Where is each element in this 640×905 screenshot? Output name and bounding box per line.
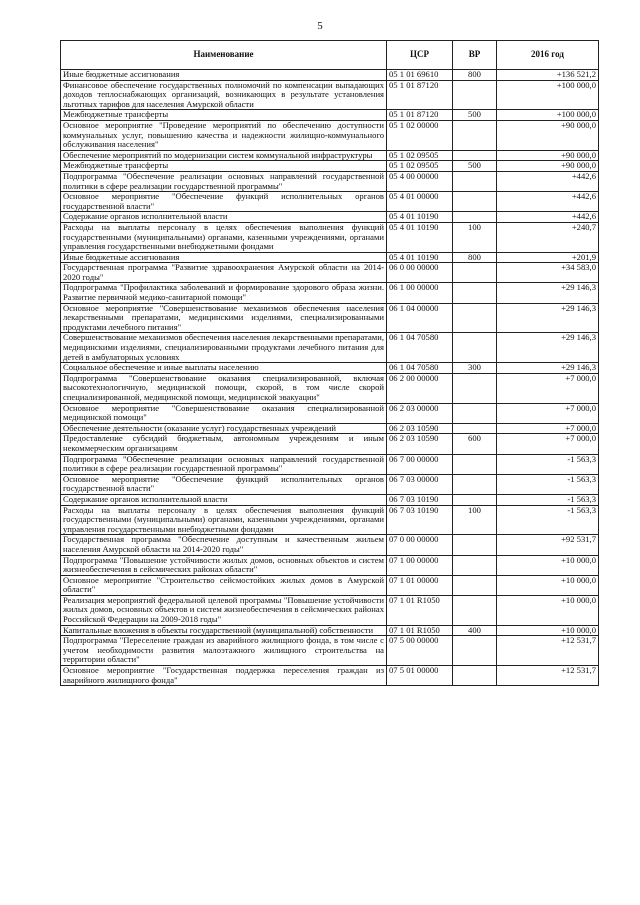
cell-csr: 05 1 02 09505 xyxy=(387,161,453,172)
cell-vr xyxy=(453,636,497,666)
cell-vr xyxy=(453,192,497,212)
cell-amount: +29 146,3 xyxy=(497,333,599,363)
cell-name: Государственная программа "Обеспечение доступным и качественным жильем населения Амурской области на 2014-2020 годы" xyxy=(61,535,387,555)
table-row xyxy=(61,505,599,535)
cell-name: Расходы на выплаты персоналу в целях обеспечения выполнения функций государственными (муниципальными) органами, казенными учреждениями, органами управления государственными внебюджетными фондами xyxy=(61,505,387,535)
cell-name: Предоставление субсидий бюджетным, автономным учреждениям и иным некоммерческим организациям xyxy=(61,434,387,454)
cell-amount: +7 000,0 xyxy=(497,373,599,403)
budget-table xyxy=(60,40,599,686)
cell-vr xyxy=(453,423,497,434)
cell-amount: +10 000,0 xyxy=(497,595,599,625)
cell-amount: +29 146,3 xyxy=(497,363,599,374)
table-row xyxy=(61,595,599,625)
table-row xyxy=(61,373,599,403)
table-row xyxy=(61,120,599,150)
cell-name: Подпрограмма "Обеспечение реализации основных направлений государственной политики в сфере реализации государственной программы" xyxy=(61,171,387,191)
cell-name: Основное мероприятие "Обеспечение функций исполнительных органов государственной власти" xyxy=(61,474,387,494)
table-header xyxy=(61,41,599,70)
table-row xyxy=(61,192,599,212)
cell-vr xyxy=(453,535,497,555)
cell-csr: 07 5 00 00000 xyxy=(387,636,453,666)
cell-name: Подпрограмма "Обеспечение реализации основных направлений государственной политики в сфере реализации государственной программы" xyxy=(61,454,387,474)
cell-amount: +100 000,0 xyxy=(497,110,599,121)
cell-csr: 06 0 00 00000 xyxy=(387,263,453,283)
table-row xyxy=(61,252,599,263)
table-row xyxy=(61,666,599,686)
cell-name: Основное мероприятие "Совершенствование оказания специализированной медицинской помощи" xyxy=(61,403,387,423)
header-vr: ВР xyxy=(453,41,497,70)
cell-name: Основное мероприятие "Проведение мероприятий по обеспечению доступности коммунальных услуг, повышению качества и надежности жилищно-коммунального обслуживания населения" xyxy=(61,120,387,150)
table-row xyxy=(61,403,599,423)
table-row xyxy=(61,474,599,494)
cell-csr: 07 1 01 R1050 xyxy=(387,595,453,625)
cell-vr xyxy=(453,263,497,283)
cell-vr: 100 xyxy=(453,222,497,252)
table-row xyxy=(61,263,599,283)
header-name: Наименование xyxy=(61,41,387,70)
cell-vr: 800 xyxy=(453,70,497,81)
cell-vr: 600 xyxy=(453,434,497,454)
cell-vr xyxy=(453,373,497,403)
cell-name: Социальное обеспечение и иные выплаты населению xyxy=(61,363,387,374)
cell-amount: -1 563,3 xyxy=(497,474,599,494)
cell-name: Содержание органов исполнительной власти xyxy=(61,212,387,223)
cell-amount: +92 531,7 xyxy=(497,535,599,555)
cell-vr xyxy=(453,212,497,223)
cell-name: Подпрограмма "Повышение устойчивости жилых домов, основных объектов и систем жизнеобеспечения в сейсмических районах области" xyxy=(61,555,387,575)
cell-name: Обеспечение мероприятий по модернизации систем коммунальной инфраструктуры xyxy=(61,150,387,161)
cell-csr: 07 5 01 00000 xyxy=(387,666,453,686)
header-row xyxy=(61,41,599,70)
table-row xyxy=(61,222,599,252)
table-row xyxy=(61,625,599,636)
cell-vr xyxy=(453,150,497,161)
cell-vr xyxy=(453,80,497,110)
table-row xyxy=(61,171,599,191)
cell-name: Иные бюджетные ассигнования xyxy=(61,70,387,81)
cell-vr xyxy=(453,595,497,625)
cell-amount: +10 000,0 xyxy=(497,555,599,575)
cell-vr xyxy=(453,403,497,423)
cell-amount: -1 563,3 xyxy=(497,505,599,535)
cell-name: Расходы на выплаты персоналу в целях обеспечения выполнения функций государственными (муниципальными) органами, казенными учреждениями, органами управления государственными внебюджетными фондами xyxy=(61,222,387,252)
cell-amount: +7 000,0 xyxy=(497,434,599,454)
cell-csr: 05 1 02 00000 xyxy=(387,120,453,150)
cell-name: Иные бюджетные ассигнования xyxy=(61,252,387,263)
cell-amount: -1 563,3 xyxy=(497,454,599,474)
cell-vr xyxy=(453,120,497,150)
cell-amount: +10 000,0 xyxy=(497,625,599,636)
table-row xyxy=(61,161,599,172)
table-row xyxy=(61,110,599,121)
table-row xyxy=(61,423,599,434)
table-row xyxy=(61,80,599,110)
table-row xyxy=(61,494,599,505)
table-row xyxy=(61,434,599,454)
cell-csr: 07 1 01 00000 xyxy=(387,575,453,595)
cell-name: Совершенствование механизмов обеспечения населения лекарственными препаратами, медицинскими изделиями, специализированными продуктами лечебного питания для детей в амбулаторных условиях xyxy=(61,333,387,363)
cell-vr xyxy=(453,494,497,505)
cell-amount: +29 146,3 xyxy=(497,283,599,303)
table-row xyxy=(61,283,599,303)
cell-csr: 06 7 03 10190 xyxy=(387,505,453,535)
cell-vr xyxy=(453,283,497,303)
cell-vr xyxy=(453,454,497,474)
cell-amount: +34 583,0 xyxy=(497,263,599,283)
table-row xyxy=(61,212,599,223)
cell-amount: +90 000,0 xyxy=(497,120,599,150)
cell-csr: 06 1 04 00000 xyxy=(387,303,453,333)
cell-vr: 500 xyxy=(453,161,497,172)
cell-amount: +12 531,7 xyxy=(497,666,599,686)
cell-name: Основное мероприятие "Обеспечение функций исполнительных органов государственной власти" xyxy=(61,192,387,212)
cell-amount: +7 000,0 xyxy=(497,423,599,434)
cell-vr xyxy=(453,666,497,686)
cell-csr: 06 2 03 00000 xyxy=(387,403,453,423)
cell-amount: +7 000,0 xyxy=(497,403,599,423)
cell-name: Финансовое обеспечение государственных полномочий по компенсации выпадающих доходов теплоснабжающих организаций, возникающих в результате установления льготных тарифов для населения Амурской области xyxy=(61,80,387,110)
table-row xyxy=(61,555,599,575)
cell-csr: 07 1 00 00000 xyxy=(387,555,453,575)
cell-amount: +442,6 xyxy=(497,171,599,191)
cell-amount: +12 531,7 xyxy=(497,636,599,666)
header-year: 2016 год xyxy=(497,41,599,70)
cell-amount: -1 563,3 xyxy=(497,494,599,505)
cell-csr: 05 1 02 09505 xyxy=(387,150,453,161)
cell-vr: 500 xyxy=(453,110,497,121)
cell-name: Государственная программа "Развитие здравоохранения Амурской области на 2014-2020 годы" xyxy=(61,263,387,283)
cell-vr xyxy=(453,555,497,575)
cell-name: Основное мероприятие "Строительство сейсмостойких жилых домов в Амурской области" xyxy=(61,575,387,595)
table-row xyxy=(61,333,599,363)
cell-name: Межбюджетные трансферты xyxy=(61,110,387,121)
cell-name: Реализация мероприятий федеральной целевой программы "Повышение устойчивости жилых домов, основных объектов и систем жизнеобеспечения в сейсмических районах Российской Федерации на 2009-2018 годы" xyxy=(61,595,387,625)
table-row xyxy=(61,636,599,666)
cell-csr: 07 0 00 00000 xyxy=(387,535,453,555)
cell-amount: +201,9 xyxy=(497,252,599,263)
table-row xyxy=(61,303,599,333)
cell-name: Основное мероприятие "Совершенствование механизмов обеспечения населения лекарственными препаратами, медицинскими изделиями, специализированными продуктами лечебного питания" xyxy=(61,303,387,333)
cell-csr: 05 1 01 69610 xyxy=(387,70,453,81)
cell-vr xyxy=(453,575,497,595)
cell-amount: +442,6 xyxy=(497,212,599,223)
table-row xyxy=(61,70,599,81)
cell-name: Обеспечение деятельности (оказание услуг) государственных учреждений xyxy=(61,423,387,434)
table-row xyxy=(61,454,599,474)
cell-vr: 300 xyxy=(453,363,497,374)
cell-amount: +90 000,0 xyxy=(497,150,599,161)
cell-amount: +100 000,0 xyxy=(497,80,599,110)
cell-amount: +90 000,0 xyxy=(497,161,599,172)
table-row xyxy=(61,150,599,161)
cell-amount: +136 521,2 xyxy=(497,70,599,81)
cell-csr: 06 7 03 10190 xyxy=(387,494,453,505)
cell-csr: 06 7 00 00000 xyxy=(387,454,453,474)
cell-name: Основное мероприятие "Государственная поддержка переселения граждан из аварийного жилищного фонда" xyxy=(61,666,387,686)
cell-csr: 06 2 03 10590 xyxy=(387,423,453,434)
cell-csr: 07 1 01 R1050 xyxy=(387,625,453,636)
cell-name: Межбюджетные трансферты xyxy=(61,161,387,172)
header-csr: ЦСР xyxy=(387,41,453,70)
cell-name: Подпрограмма "Профилактика заболеваний и формирование здорового образа жизни. Развитие первичной медико-санитарной помощи" xyxy=(61,283,387,303)
cell-vr xyxy=(453,303,497,333)
cell-csr: 05 4 01 00000 xyxy=(387,192,453,212)
cell-vr: 800 xyxy=(453,252,497,263)
cell-csr: 05 4 01 10190 xyxy=(387,222,453,252)
cell-name: Капитальные вложения в объекты государственной (муниципальной) собственности xyxy=(61,625,387,636)
cell-amount: +10 000,0 xyxy=(497,575,599,595)
cell-csr: 06 1 00 00000 xyxy=(387,283,453,303)
cell-vr: 400 xyxy=(453,625,497,636)
cell-name: Содержание органов исполнительной власти xyxy=(61,494,387,505)
cell-vr xyxy=(453,474,497,494)
cell-csr: 06 2 03 10590 xyxy=(387,434,453,454)
cell-name: Подпрограмма "Переселение граждан из аварийного жилищного фонда, в том числе с учетом необходимости развития малоэтажного жилищного строительства на территории области" xyxy=(61,636,387,666)
table-row xyxy=(61,363,599,374)
cell-csr: 06 7 03 00000 xyxy=(387,474,453,494)
cell-csr: 05 4 00 00000 xyxy=(387,171,453,191)
table-row xyxy=(61,575,599,595)
page-number: 5 xyxy=(317,20,323,32)
cell-csr: 05 4 01 10190 xyxy=(387,212,453,223)
table-row xyxy=(61,535,599,555)
cell-csr: 06 1 04 70580 xyxy=(387,333,453,363)
cell-vr: 100 xyxy=(453,505,497,535)
cell-csr: 06 2 00 00000 xyxy=(387,373,453,403)
cell-csr: 06 1 04 70580 xyxy=(387,363,453,374)
cell-vr xyxy=(453,171,497,191)
cell-csr: 05 4 01 10190 xyxy=(387,252,453,263)
cell-vr xyxy=(453,333,497,363)
cell-csr: 05 1 01 87120 xyxy=(387,110,453,121)
table-body xyxy=(61,70,599,686)
cell-amount: +442,6 xyxy=(497,192,599,212)
cell-amount: +29 146,3 xyxy=(497,303,599,333)
cell-name: Подпрограмма "Совершенствование оказания специализированной, включая высокотехнологичную, медицинской помощи, скорой, в том числе скорой специализированной, медицинской помощи, медицинской эвакуации" xyxy=(61,373,387,403)
cell-amount: +240,7 xyxy=(497,222,599,252)
cell-csr: 05 1 01 87120 xyxy=(387,80,453,110)
